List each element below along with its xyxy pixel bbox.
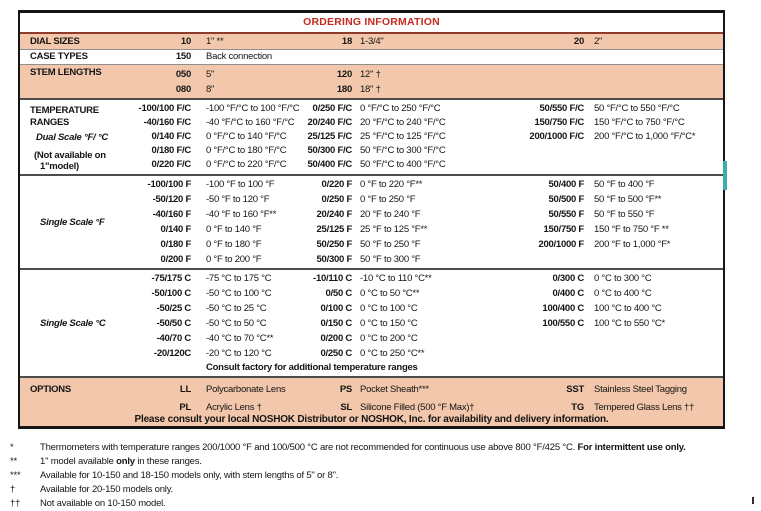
- footnote-marker: †: [10, 484, 16, 495]
- code-cell: SL: [340, 402, 352, 413]
- footnote-text-pre: 1" model available: [40, 456, 117, 467]
- desc-cell: 50 °F/°C to 300 °F/°C: [360, 145, 446, 156]
- ordering-information-table: [18, 10, 725, 429]
- footnote: [8, 441, 753, 454]
- code-cell: -40/160 F/C: [143, 117, 191, 128]
- footnote-text-pre: Available for 10-150 and 18-150 models only, with stem lengths of 5" or 8".: [40, 470, 339, 481]
- code-cell: PS: [339, 384, 352, 395]
- desc-cell: Stainless Steel Tagging: [594, 384, 687, 395]
- footnote-marker: *: [10, 442, 14, 453]
- section-rows: [138, 67, 723, 97]
- table-row: [138, 237, 723, 252]
- code-cell: 0/140 F/C: [151, 131, 191, 142]
- row-label: DIAL SIZES: [30, 36, 80, 47]
- code-cell: 150: [175, 51, 191, 62]
- code-cell: 050: [175, 69, 191, 80]
- table-title: ORDERING INFORMATION: [20, 13, 723, 34]
- footnote-text-post: in these ranges.: [134, 456, 202, 467]
- desc-cell: 150 °F to 750 °F **: [594, 224, 669, 235]
- desc-cell: 18" †: [360, 84, 381, 95]
- code-cell: LL: [179, 384, 191, 395]
- table-row: [138, 301, 723, 316]
- desc-cell: [584, 144, 723, 158]
- footnote-marker: ***: [10, 470, 21, 481]
- section-note: 1"model): [40, 161, 79, 172]
- desc-cell: Silicone Filled (500 °F Max)†: [360, 402, 475, 413]
- code-cell: 0/180 F/C: [151, 145, 191, 156]
- desc-cell: 0 °F/°C to 140 °F/°C: [206, 131, 287, 142]
- code-cell: 080: [175, 84, 191, 95]
- code-cell: 200/1000 F/C: [529, 131, 584, 142]
- desc-cell: 20 °F to 240 °F: [360, 209, 421, 220]
- section-label: Single Scale °F: [40, 216, 105, 228]
- code-cell: [526, 346, 584, 361]
- code-cell: 20/240 F/C: [307, 117, 352, 128]
- code-cell: -40/160 F: [152, 209, 191, 220]
- code-cell: 0/250 C: [320, 348, 352, 359]
- desc-cell: -50 °C to 25 °C: [206, 303, 267, 314]
- code-cell: 20/240 F: [316, 209, 352, 220]
- desc-cell: 0 °F/°C to 220 °F/°C: [206, 159, 287, 170]
- desc-cell: Pocket Sheath***: [360, 384, 429, 395]
- desc-cell: [584, 252, 723, 267]
- code-cell: -40/70 C: [156, 333, 191, 344]
- code-cell: 120: [336, 69, 352, 80]
- desc-cell: 50 °F to 500 °F**: [594, 194, 662, 205]
- code-cell: 50/550 F: [548, 209, 584, 220]
- section-label-column: [20, 381, 138, 417]
- code-cell: -75/175 C: [151, 273, 191, 284]
- code-cell: -20/120C: [153, 348, 191, 359]
- desc-cell: 50 °F to 550 °F: [594, 209, 655, 220]
- code-cell: -50/25 C: [156, 303, 191, 314]
- code-cell: -100/100 F/C: [138, 103, 191, 114]
- footnote-text-pre: Available for 20-150 models only.: [40, 484, 173, 495]
- code-cell: 50/550 F/C: [539, 103, 584, 114]
- desc-cell: -40 °F/°C to 160 °F/°C: [206, 117, 295, 128]
- desc-cell: 12" †: [360, 69, 381, 80]
- section-sublabel: Dual Scale °F/ °C: [36, 132, 108, 143]
- section-label: Single Scale °C: [40, 317, 106, 329]
- code-cell: 100/400 C: [542, 303, 584, 314]
- row-label: CASE TYPES: [30, 51, 88, 62]
- desc-cell: 50 °F to 400 °F: [594, 179, 655, 190]
- table-row: [138, 207, 723, 222]
- footnote-text: [40, 469, 753, 482]
- code-cell: [526, 331, 584, 346]
- desc-cell: [584, 331, 723, 346]
- section-note: (Not available on: [34, 150, 106, 161]
- code-cell: 0/250 F/C: [312, 103, 352, 114]
- desc-cell: 50 °F/°C to 550 °F/°C: [594, 103, 680, 114]
- table-row: [138, 116, 723, 130]
- code-cell: [526, 67, 584, 82]
- desc-cell: 0 °F to 220 °F**: [360, 179, 423, 190]
- desc-cell: -100 °F to 100 °F: [206, 179, 275, 190]
- section-single-scale-f: [20, 176, 723, 270]
- code-cell: 50/300 F/C: [307, 145, 352, 156]
- code-cell: 180: [336, 84, 352, 95]
- desc-cell: 25 °F/°C to 125 °F/°C: [360, 131, 446, 142]
- footnote-marker: ††: [10, 498, 21, 509]
- code-cell: 50/250 F: [316, 239, 352, 250]
- code-cell: 50/300 F: [316, 254, 352, 265]
- desc-cell: -100 °F/°C to 100 °F/°C: [206, 103, 300, 114]
- table-row: [138, 102, 723, 116]
- code-cell: [526, 252, 584, 267]
- table-row: [138, 158, 723, 172]
- desc-cell: Polycarbonate Lens: [206, 384, 286, 395]
- desc-cell: -10 °C to 110 °C**: [360, 273, 432, 284]
- section-temperature-dual-scale: [20, 100, 723, 176]
- code-cell: 150/750 F: [543, 224, 584, 235]
- code-cell: SST: [566, 384, 584, 395]
- code-cell: 0/150 C: [320, 318, 352, 329]
- desc-cell: 0 °F to 200 °F: [206, 254, 262, 265]
- code-cell: 0/200 C: [320, 333, 352, 344]
- code-cell: TG: [571, 402, 584, 413]
- section-label-column: [20, 177, 138, 267]
- desc-cell: 8": [206, 84, 215, 95]
- desc-cell: 5": [206, 69, 215, 80]
- code-cell: 0/400 C: [552, 288, 584, 299]
- code-cell: 18: [341, 36, 352, 47]
- section-stem-lengths: [20, 65, 723, 100]
- code-cell: 0/220 F/C: [151, 159, 191, 170]
- table-row: [138, 82, 723, 97]
- desc-cell: 0 °F to 250 °F: [360, 194, 416, 205]
- footnote-text-pre: Thermometers with temperature ranges 200/1000 °F and 100/500 °C are not recommended for continuous use above 800 °F/425 °C.: [40, 442, 578, 453]
- table-row: [138, 346, 723, 361]
- desc-cell: 0 °C to 100 °C: [360, 303, 418, 314]
- desc-cell: 150 °F/°C to 750 °F/°C: [594, 117, 685, 128]
- consult-factory-note: Consult factory for additional temperature ranges: [206, 362, 418, 373]
- code-cell: 10: [180, 36, 191, 47]
- footnote-text: [40, 455, 753, 468]
- desc-cell: 20 °F/°C to 240 °F/°C: [360, 117, 446, 128]
- desc-cell: 50 °F to 300 °F: [360, 254, 421, 265]
- corner-tick-artifact: [752, 497, 754, 504]
- code-cell: 0/50 C: [325, 288, 352, 299]
- desc-cell: 25 °F to 125 °F**: [360, 224, 428, 235]
- code-cell: 0/140 F: [160, 224, 191, 235]
- desc-cell: 0 °C to 50 °C**: [360, 288, 420, 299]
- footnote-text-bold: only: [116, 456, 135, 467]
- section-label-column: [20, 271, 138, 375]
- table-row: [138, 331, 723, 346]
- desc-cell: 100 °C to 400 °C: [594, 303, 662, 314]
- section-label: STEM LENGTHS: [30, 67, 102, 78]
- footnote-text: [40, 441, 753, 454]
- availability-note: Please consult your local NOSHOK Distributor or NOSHOK, Inc. for availability and delivery information.: [134, 414, 609, 425]
- desc-cell: -20 °C to 120 °C: [206, 348, 272, 359]
- desc-cell: -40 °C to 70 °C**: [206, 333, 274, 344]
- code-cell: 25/125 F/C: [307, 131, 352, 142]
- section-rows: [138, 381, 723, 417]
- code-cell: 200/1000 F: [538, 239, 584, 250]
- footnote: [8, 455, 753, 468]
- desc-cell: 0 °C to 150 °C: [360, 318, 418, 329]
- section-rows: [138, 271, 723, 361]
- table-row: [138, 252, 723, 267]
- desc-cell: [584, 82, 723, 97]
- code-cell: 0/300 C: [552, 273, 584, 284]
- table-row: [138, 381, 723, 399]
- footnote: [8, 497, 753, 510]
- code-cell: -100/100 F: [147, 179, 191, 190]
- desc-cell: Acrylic Lens †: [206, 402, 262, 413]
- section-rows: [138, 177, 723, 267]
- table-row: [138, 67, 723, 82]
- code-cell: 0/200 F: [160, 254, 191, 265]
- code-cell: -50/50 C: [156, 318, 191, 329]
- code-cell: 50/400 F: [548, 179, 584, 190]
- teal-scan-artifact: [723, 161, 727, 190]
- desc-cell: [584, 67, 723, 82]
- footnote-marker: **: [10, 456, 17, 467]
- code-cell: 0/100 C: [320, 303, 352, 314]
- section-label: TEMPERATURE: [30, 105, 99, 116]
- desc-cell: 2": [594, 36, 603, 47]
- desc-cell: 1-3/4": [360, 36, 384, 47]
- section-label: RANGES: [30, 117, 70, 128]
- desc-cell: 0 °C to 400 °C: [594, 288, 652, 299]
- desc-cell: -40 °F to 160 °F**: [206, 209, 277, 220]
- code-cell: 20: [573, 36, 584, 47]
- desc-cell: 1" **: [206, 36, 224, 47]
- section-label-column: [20, 102, 138, 172]
- desc-cell: 50 °F to 250 °F: [360, 239, 421, 250]
- desc-cell: 0 °C to 250 °C**: [360, 348, 425, 359]
- code-cell: 25/125 F: [316, 224, 352, 235]
- footnote-text-pre: Not available on 10-150 model.: [40, 498, 166, 509]
- desc-cell: [584, 158, 723, 172]
- code-cell: 0/250 F: [321, 194, 352, 205]
- table-row: [138, 222, 723, 237]
- footnote: [8, 483, 753, 496]
- desc-cell: 200 °F/°C to 1,000 °F/°C*: [594, 131, 696, 142]
- desc-cell: [584, 346, 723, 361]
- desc-cell: -50 °C to 50 °C: [206, 318, 267, 329]
- footnotes-block: [8, 441, 753, 511]
- code-cell: [526, 82, 584, 97]
- code-cell: -10/110 C: [313, 273, 352, 284]
- table-row: [138, 316, 723, 331]
- code-cell: 50/500 F: [548, 194, 584, 205]
- code-cell: [526, 144, 584, 158]
- desc-cell: 100 °C to 550 °C*: [594, 318, 665, 329]
- footnote-text-bold: For intermittent use only.: [577, 442, 686, 453]
- code-cell: [526, 158, 584, 172]
- section-label-column: [20, 67, 138, 97]
- desc-cell: 0 °C to 200 °C: [360, 333, 418, 344]
- row-dial-sizes: [20, 34, 723, 50]
- row-case-types: [20, 50, 723, 65]
- code-cell: 0/220 F: [321, 179, 352, 190]
- desc-cell: Tempered Glass Lens ††: [594, 402, 695, 413]
- section-single-scale-c: [20, 270, 723, 378]
- desc-cell: 200 °F to 1,000 °F*: [594, 239, 671, 250]
- footnote: [8, 469, 753, 482]
- code-cell: 150/750 F/C: [534, 117, 584, 128]
- desc-cell: 0 °C to 300 °C: [594, 273, 652, 284]
- code-cell: 0/180 F: [160, 239, 191, 250]
- code-cell: -50/100 C: [151, 288, 191, 299]
- section-rows: [138, 102, 723, 172]
- table-row: [138, 286, 723, 301]
- table-row: [138, 144, 723, 158]
- desc-cell: 0 °F/°C to 180 °F/°C: [206, 145, 287, 156]
- desc-cell: 50 °F/°C to 400 °F/°C: [360, 159, 446, 170]
- desc-cell: Back connection: [206, 51, 272, 62]
- table-row: [138, 192, 723, 207]
- code-cell: PL: [179, 402, 191, 413]
- desc-cell: -50 °C to 100 °C: [206, 288, 272, 299]
- table-row: [138, 271, 723, 286]
- code-cell: -50/120 F: [152, 194, 191, 205]
- footnote-text: [40, 483, 753, 496]
- table-row: [138, 177, 723, 192]
- desc-cell: -50 °F to 120 °F: [206, 194, 270, 205]
- desc-cell: 0 °F/°C to 250 °F/°C: [360, 103, 441, 114]
- desc-cell: 0 °F to 140 °F: [206, 224, 262, 235]
- code-cell: 100/550 C: [542, 318, 584, 329]
- footnote-text: [40, 497, 753, 510]
- desc-cell: 0 °F to 180 °F: [206, 239, 262, 250]
- desc-cell: -75 °C to 175 °C: [206, 273, 272, 284]
- section-label: OPTIONS: [30, 384, 72, 395]
- code-cell: 50/400 F/C: [307, 159, 352, 170]
- table-row: [138, 130, 723, 144]
